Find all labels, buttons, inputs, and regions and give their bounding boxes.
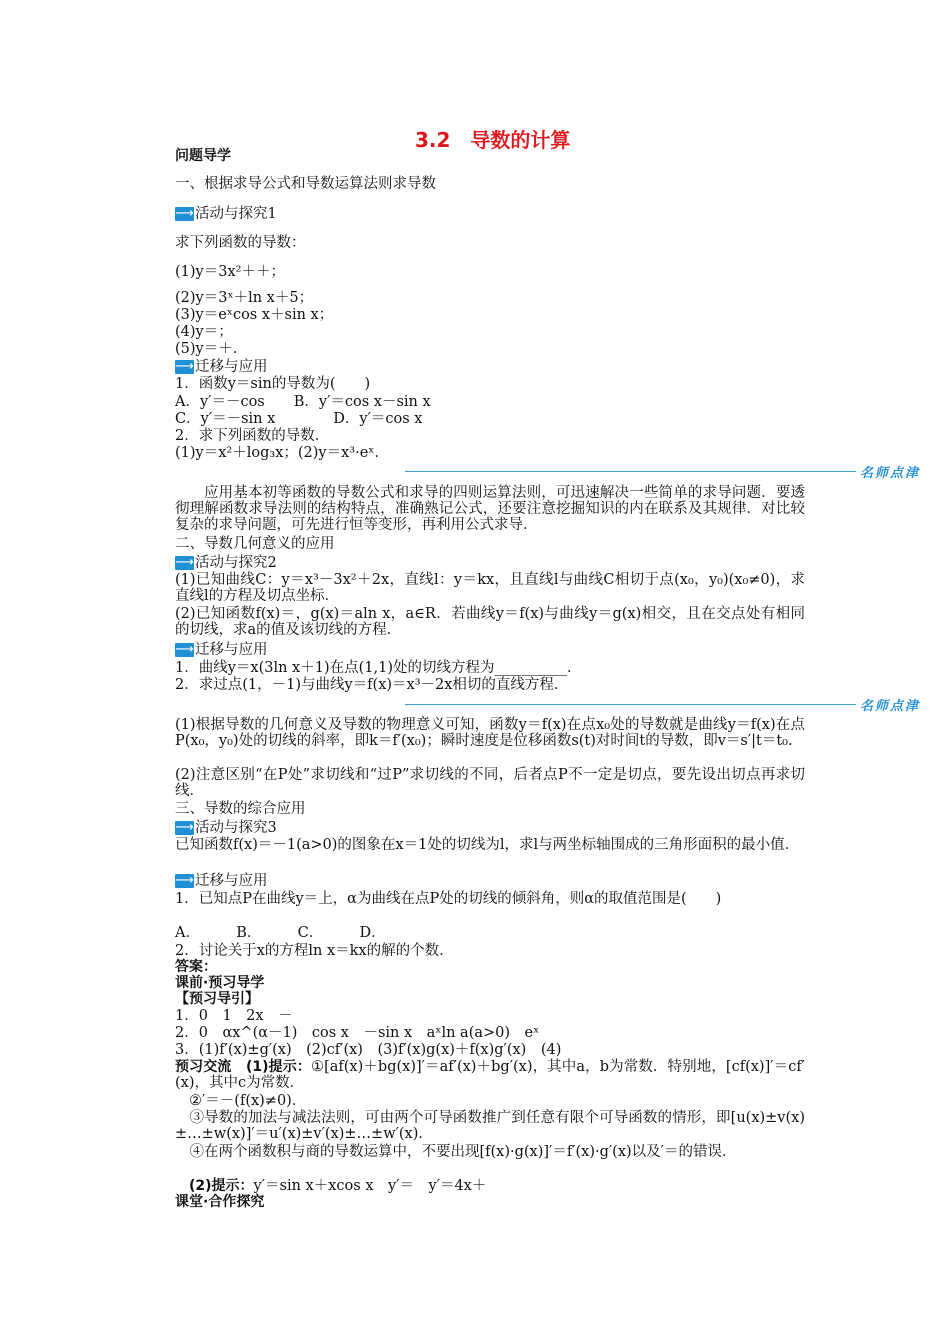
answers-heading: 答案： <box>175 959 217 975</box>
answers-subheading: 课前·预习导学 <box>175 975 265 991</box>
arrow-icon: ⟶ <box>175 873 194 888</box>
text-line: (5)y＝＋. <box>175 341 238 357</box>
tip-divider: 名师点津 <box>405 697 920 711</box>
paragraph: 预习交流 (1)提示：①[af(x)＋bg(x)]′＝af′(x)＋bg′(x)，其中a，b为常数．特别地，[cf(x)]′＝cf′(x)，其中c为常数． <box>175 1059 805 1092</box>
text-line: 1．函数y＝sin的导数为( ) <box>175 376 371 392</box>
text-line: (1)y＝x²＋log₃x；(2)y＝x³·eˣ. <box>175 445 380 461</box>
paragraph: 应用基本初等函数的导数公式和求导的四则运算法则，可迅速解决一些简单的求导问题．要透彻理解函数求导法则的结构特点，准确熟记公式，还要注意挖掘知识的内在联系及其规律．对比较复杂的求导问题，可先进行恒等变形，再利用公式求导． <box>175 485 805 534</box>
arrow-icon: ⟶ <box>175 359 194 374</box>
text-line: 3．(1)f′(x)±g′(x) (2)cf′(x) (3)f′(x)g(x)＋f(x)g′(x) (4) <box>175 1042 562 1058</box>
text-line: (3)y＝eˣcos x＋sin x； <box>175 307 334 323</box>
text-line: (2)y＝3ˣ＋ln x＋5； <box>175 290 314 306</box>
arrow-icon: ⟶ <box>175 555 194 570</box>
transfer-heading: ⟶ 迁移与应用 <box>175 642 268 658</box>
paragraph: (1)根据导数的几何意义及导数的物理意义可知，函数y＝f(x)在点x₀处的导数就是曲线y＝f(x)在点P(x₀，y₀)处的切线的斜率，即k＝f′(x₀)；瞬时速度是位移函数s(t)对时间t的导数，即v＝s′|t＝t₀. <box>175 717 805 750</box>
text-line: A． B． C． D． <box>175 925 386 941</box>
section-heading: 二、导数几何意义的应用 <box>175 536 335 552</box>
page-title: 3.2 导数的计算 <box>415 128 571 152</box>
text-line: (4)y＝； <box>175 324 233 340</box>
arrow-icon: ⟶ <box>175 820 194 835</box>
activity-heading: ⟶ 活动与探究3 <box>175 820 277 836</box>
activity-heading: ⟶ 活动与探究1 <box>175 206 277 222</box>
text-line: 求下列函数的导数： <box>175 235 306 251</box>
transfer-heading: ⟶ 迁移与应用 <box>175 873 268 889</box>
paragraph: ④在两个函数积与商的导数运算中，不要出现[f(x)·g(x)]′＝f′(x)·g′(x)以及′＝的错误． <box>189 1144 737 1160</box>
text-line: (2)提示：y′＝sin x＋xcos x y′＝ y′＝4x＋ <box>189 1178 487 1194</box>
paragraph: (2)已知函数f(x)＝，g(x)＝aln x，a∈R．若曲线y＝f(x)与曲线y＝g(x)相交，且在交点处有相同的切线，求a的值及该切线的方程． <box>175 606 805 639</box>
text-line: C．y′＝－sin x D．y′＝cos x <box>175 411 423 427</box>
text-line: 2．讨论关于x的方程ln x＝kx的解的个数． <box>175 943 454 959</box>
tip-divider: 名师点津 <box>405 464 920 478</box>
arrow-icon: ⟶ <box>175 642 194 657</box>
text-line: 2．求过点(1，－1)与曲线y＝f(x)＝x³－2x相切的直线方程． <box>175 677 569 693</box>
paragraph: 1．已知点P在曲线y＝上，α为曲线在点P处的切线的倾斜角，则α的取值范围是( ) <box>175 891 722 907</box>
section-heading: 三、导数的综合应用 <box>175 801 306 817</box>
answers-subheading: 【预习导引】 <box>175 991 259 1007</box>
text-line: 1．0 1 2x － <box>175 1008 293 1024</box>
text-line: 一、根据求导公式和导数运算法则求导数 <box>175 176 436 192</box>
paragraph: (1)已知曲线C：y＝x³－3x²＋2x，直线l：y＝kx，且直线l与曲线C相切于点(x₀，y₀)(x₀≠0)，求直线l的方程及切点坐标． <box>175 572 805 605</box>
paragraph: ③导数的加法与减法法则，可由两个可导函数推广到任意有限个可导函数的情形，即[u(x)±v(x)±…±w(x)]′＝u′(x)±v′(x)±…±w′(x)． <box>175 1110 805 1143</box>
paragraph: 已知函数f(x)＝－1(a>0)的图象在x＝1处的切线为l，求l与两坐标轴围成的三角形面积的最小值． <box>175 837 800 853</box>
paragraph: (2)注意区别“在P处”求切线和“过P”求切线的不同，后者点P不一定是切点，要先设出切点再求切线． <box>175 767 805 800</box>
text-line: 2．求下列函数的导数． <box>175 428 330 444</box>
text-line: (1)y＝3x²＋＋； <box>175 264 285 280</box>
text-line: A．y′＝－cos B．y′＝cos x－sin x <box>175 394 431 410</box>
text-line: 2．0 αx^(α－1) cos x －sin x aˣln a(a>0) eˣ <box>175 1025 540 1041</box>
answers-subheading: 课堂·合作探究 <box>175 1194 265 1210</box>
transfer-heading: ⟶ 迁移与应用 <box>175 359 268 375</box>
text-line: 1．曲线y＝x(3ln x＋1)在点(1,1)处的切线方程为__________． <box>175 660 582 676</box>
text-line: ②′＝－(f(x)≠0)． <box>189 1093 307 1109</box>
activity-heading: ⟶ 活动与探究2 <box>175 555 277 571</box>
section-heading: 问题导学 <box>175 148 231 164</box>
arrow-icon: ⟶ <box>175 206 194 221</box>
